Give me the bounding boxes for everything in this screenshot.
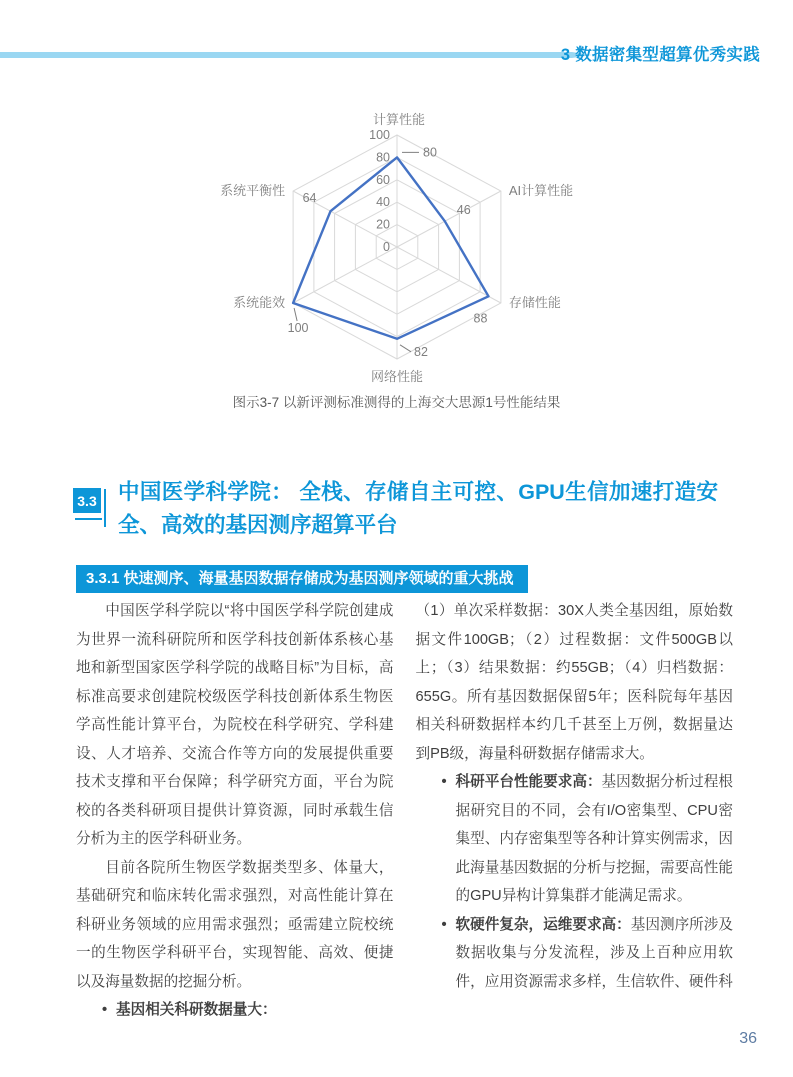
paragraph: 中国医学科学院以“将中国医学科学院创建成为世界一流科研院所和医学科技创新体系核心基地和新型国家医学科学院的战略目标”为目标，高标准高要求创建院校级医学科技创新体系生物医学高性能计算平台，为院校在科学研究、学科建设、人才培养、交流合作等方向的发展提供重要技术支撑和平台保障；科学研究方面，平台为院校的各类科研项目提供计算资源，同时承载生信分析为主的医学科研业务。 [76,603,394,847]
svg-text:40: 40 [375,195,390,210]
radar-chart-svg [197,107,597,387]
bullet-label: 基因相关科研数据量大： [116,1002,277,1018]
svg-text:60: 60 [375,172,390,187]
svg-text:82: 82 [413,344,428,359]
bullet-item [416,768,734,911]
page-number: 36 [739,1030,757,1047]
bullet-label: 科研平台性能要求高： [455,774,602,790]
svg-text:存储性能: 存储性能 [508,295,561,310]
body-columns [76,597,733,1025]
section-badge-underline [75,518,102,520]
bullet-text: 基因测序所涉及数据收集与分发流程，涉及上百种应用软件，应用资源需求多样，生信软件、硬件科 [455,916,733,990]
svg-text:100: 100 [287,321,309,335]
svg-text:计算性能: 计算性能 [372,112,425,127]
svg-text:AI计算性能: AI计算性能 [508,183,573,198]
bullet-item [416,911,734,997]
svg-text:网络性能: 网络性能 [370,369,423,384]
svg-text:100: 100 [368,128,390,142]
bullet-text: 基因数据分析过程根据研究目的不同，会有I/O密集型、CPU密集型、内存密集型等各种计算实例需求，因此海量基因数据的分析与挖掘，需要高性能的GPU异构计算集群才能满足需求。 [455,774,733,904]
svg-text:46: 46 [456,203,471,218]
svg-text:系统能效: 系统能效 [232,295,285,310]
bullet-item [76,996,394,1025]
svg-text:20: 20 [375,217,390,232]
paragraph: 目前各院所生物医学数据类型多、体量大，基础研究和临床转化需求强烈，对高性能计算在科研业务领域的应用需求强烈；亟需建立院校统一的生物医学科研平台，实现智能、高效、便捷以及海量数据的挖掘分析。 [76,859,394,990]
svg-text:64: 64 [302,191,316,206]
svg-text:80: 80 [375,150,390,165]
radar-chart [0,107,793,411]
section-vertical-rule [104,489,106,527]
bullet-label: 软硬件复杂，运维要求高： [455,916,631,933]
chart-caption: 图示3-7 以新评测标准测得的上海交大思源1号性能结果 [232,395,561,410]
section-3-3 [73,476,733,542]
paragraph: （1）单次采样数据：30X人类全基因组，原始数据文件100GB；（2）过程数据：文件500GB以上；（3）结果数据：约55GB；（4）归档数据：655G。所有基因数据保留5年；医科院每年基因相关科研数据样本约几千甚至上万例，数据量达到PB级，海量科研数据存储需求大。 [415,603,733,762]
section-title: 中国医学科学院： 全栈、存储自主可控、GPU生信加速打造安全、高效的基因测序超算平台 [118,480,718,537]
svg-text:0: 0 [382,240,390,254]
left-column [76,597,394,1025]
svg-text:88: 88 [473,311,487,326]
svg-text:系统平衡性: 系统平衡性 [219,183,285,198]
section-number-badge: 3.3 [73,488,101,513]
header-chapter-title: 3 数据密集型超算优秀实践 [560,46,760,64]
bullet-list [416,768,734,996]
bullet-list [76,996,394,1025]
subsection-heading: 3.3.1 快速测序、海量基因数据存储成为基因测序领域的重大挑战 [76,565,528,593]
right-column [416,597,734,1025]
svg-text:80: 80 [422,145,437,160]
header-rule [0,52,592,58]
